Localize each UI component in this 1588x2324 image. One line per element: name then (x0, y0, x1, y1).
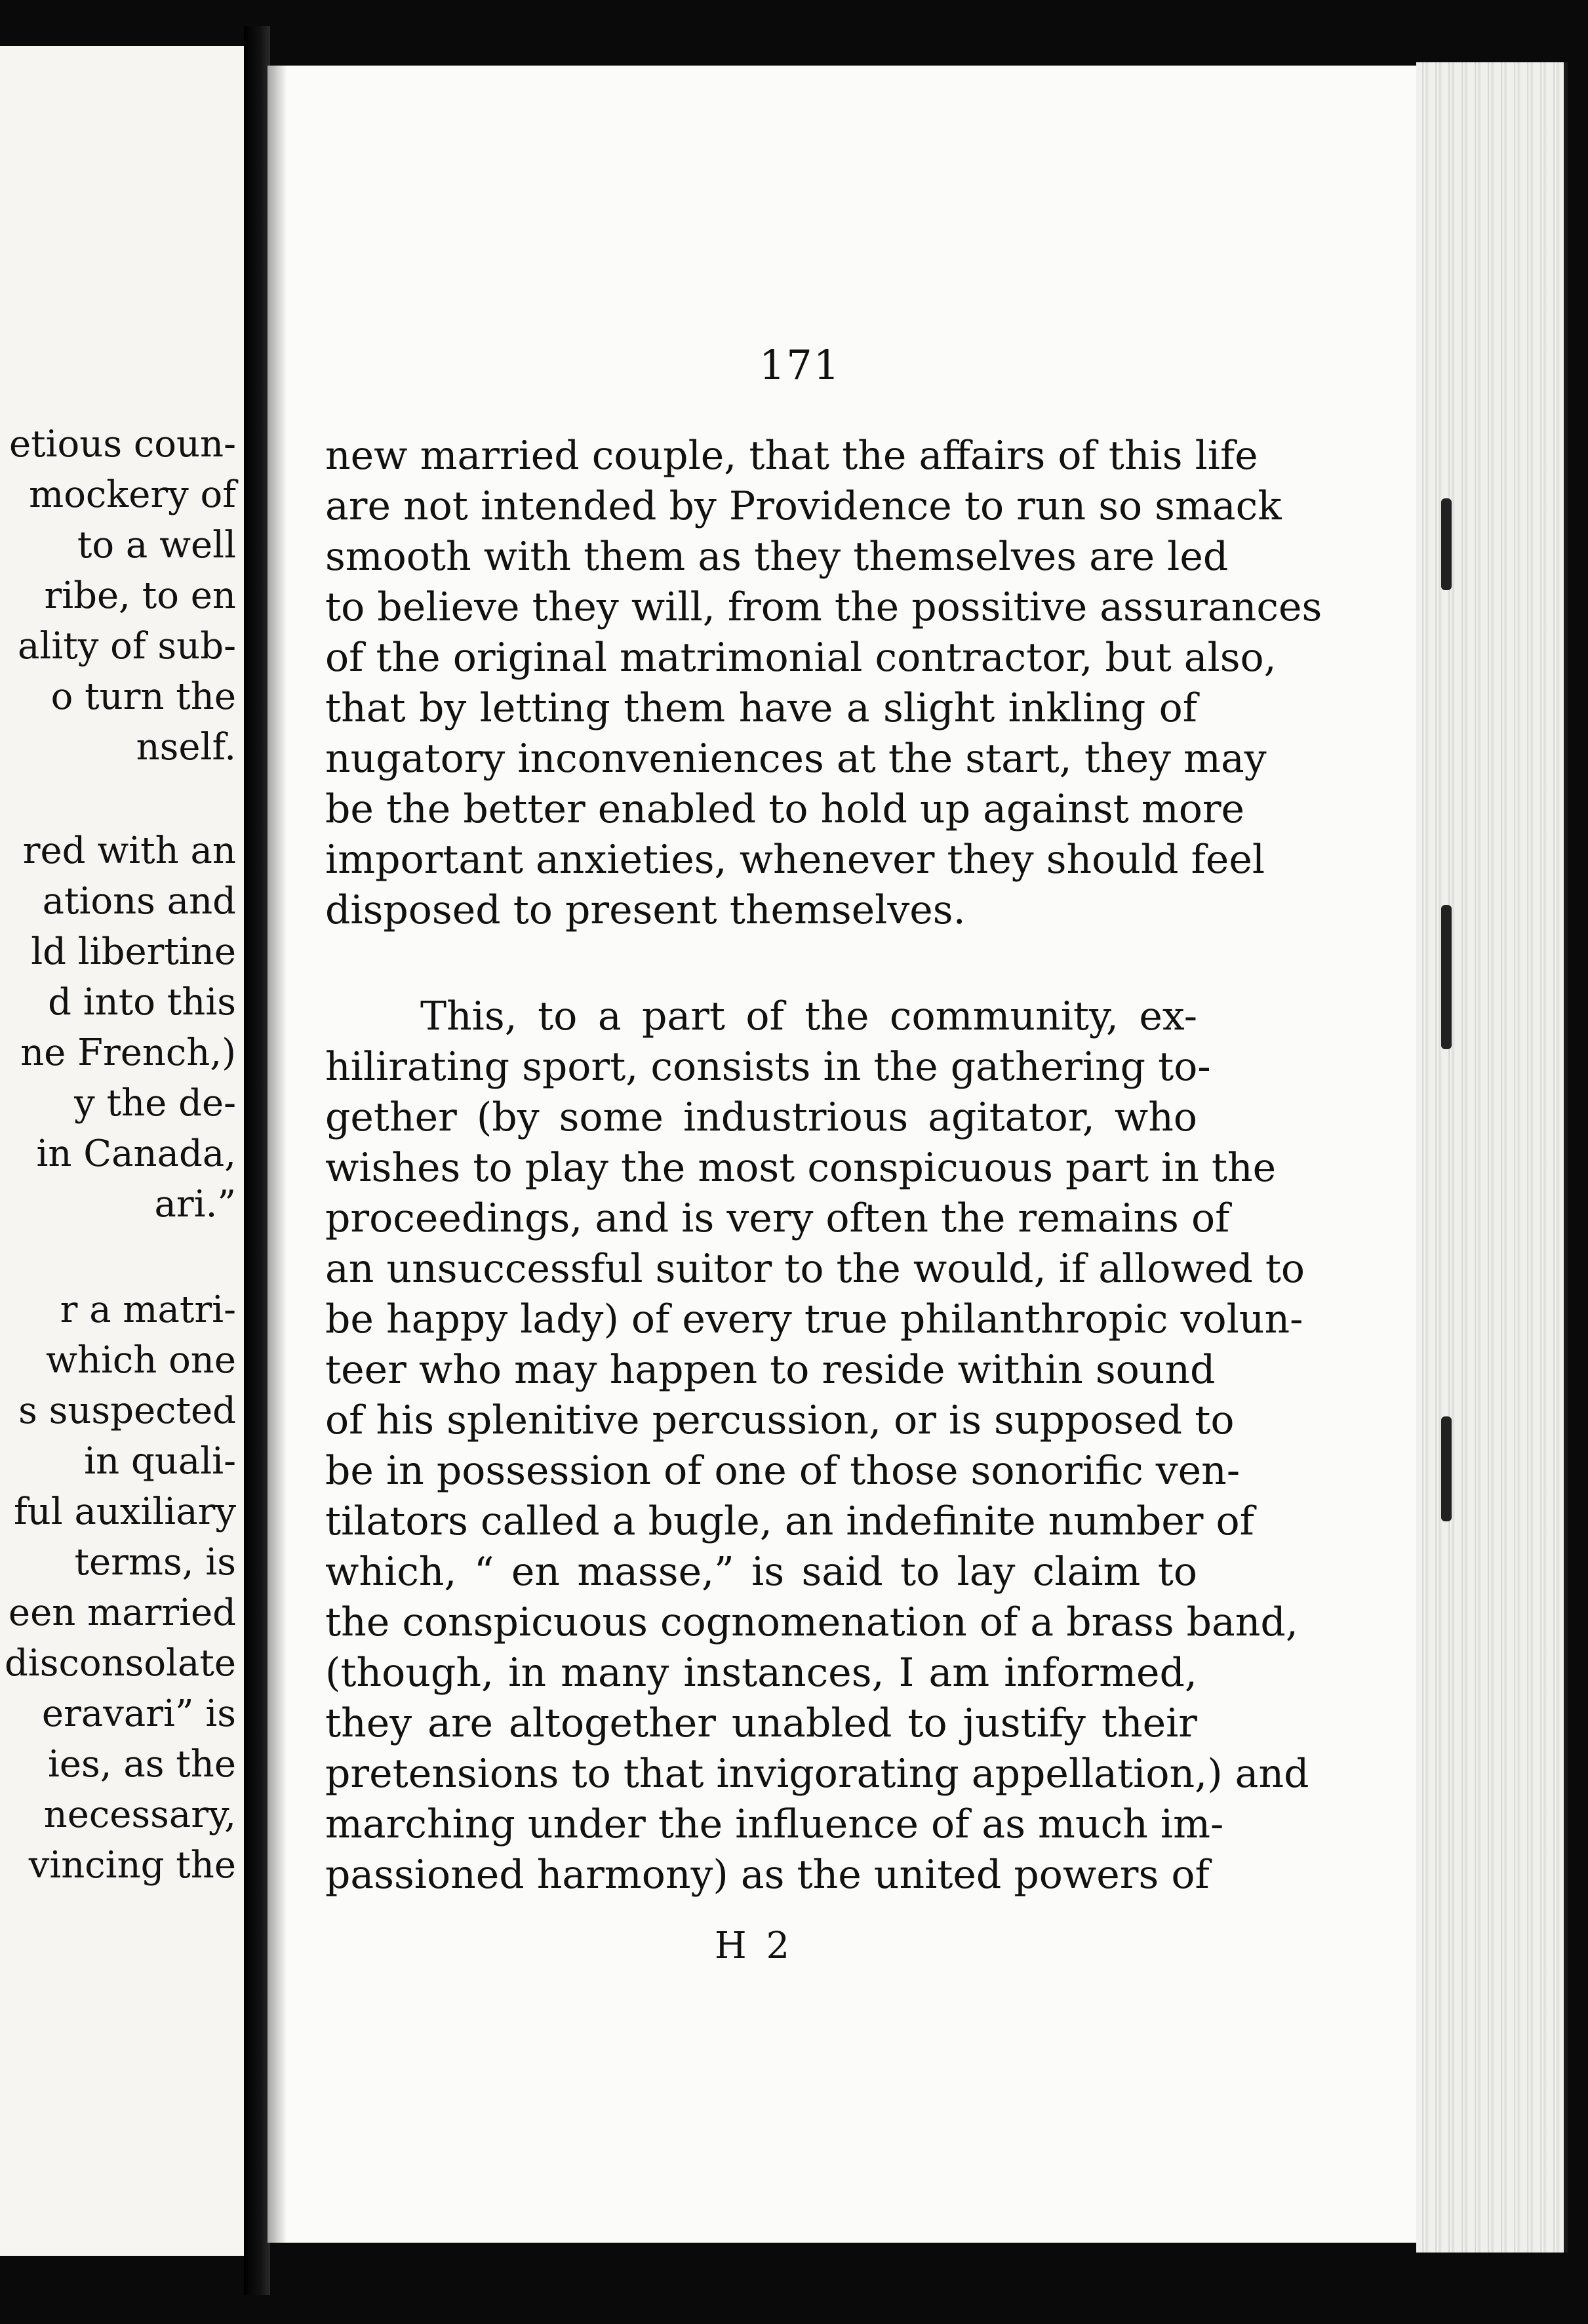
text-line: passioned harmony) as the united powers of (325, 1852, 1210, 1898)
text-line: r a matri- (60, 1289, 236, 1331)
text-line: (though, in many instances, I am informed, (325, 1650, 1197, 1696)
text-line: necessary, (43, 1793, 236, 1836)
text-line: that by letting them have a slight inkling of (325, 685, 1197, 731)
text-line: gether (by some industrious agitator, who (325, 1094, 1197, 1140)
text-line: of the original matrimonial contractor, but also, (325, 635, 1277, 681)
text-line: are not intended by Providence to run so smack (325, 483, 1282, 529)
text-line: tilators called a bugle, an indefinite number of (325, 1498, 1254, 1544)
text-line: of his splenitive percussion, or is supposed to (325, 1397, 1235, 1443)
text-line: mockery of (29, 473, 236, 516)
text-line: wishes to play the most conspicuous part in the (325, 1145, 1277, 1191)
book-gutter (244, 26, 270, 2295)
text-line: ari.” (154, 1183, 236, 1226)
text-line: vincing the (28, 1844, 236, 1887)
text-line: ies, as the (47, 1743, 236, 1786)
text-line: be the better enabled to hold up against more (325, 786, 1245, 832)
edge-blemish (1441, 498, 1452, 590)
text-line: een married (8, 1592, 236, 1634)
text-line: terms, is (74, 1541, 236, 1584)
text-line: marching under the influence of as much im- (325, 1801, 1224, 1847)
text-line: pretensions to that invigorating appellation,) and (325, 1751, 1309, 1797)
edge-blemish (1441, 905, 1452, 1049)
text-line: to believe they will, from the possitive assurances (325, 584, 1322, 630)
text-line: ations and (42, 880, 236, 923)
text-line: ne French,) (20, 1032, 236, 1074)
text-line: ality of sub- (18, 625, 236, 668)
text-line: teer who may happen to reside within sound (325, 1347, 1216, 1393)
text-line: ld libertine (31, 931, 236, 973)
text-line: they are altogether unabled to justify their (325, 1700, 1197, 1746)
text-line: which, “ en masse,” is said to lay claim to (325, 1549, 1197, 1595)
edge-blemish (1441, 1416, 1452, 1521)
text-line: disposed to present themselves. (325, 887, 966, 933)
text-line: d into this (48, 981, 236, 1024)
text-line: in quali- (84, 1440, 236, 1483)
text-line: which one (45, 1339, 236, 1382)
text-line: to a well (77, 524, 236, 567)
text-line: smooth with them as they themselves are led (325, 534, 1229, 580)
text-line: proceedings, and is very often the remains of (325, 1195, 1230, 1241)
text-line: be happy lady) of every true philanthropic volun- (325, 1296, 1303, 1342)
text-line: red with an (22, 830, 236, 872)
text-line: nself. (136, 726, 236, 769)
page-number: 171 (759, 341, 841, 389)
text-line: s suspected (18, 1390, 236, 1432)
text-line: y the de- (74, 1082, 236, 1125)
text-line: This, to a part of the community, ex- (420, 993, 1197, 1039)
text-line: nugatory inconveniences at the start, they may (325, 736, 1267, 782)
text-line: the conspicuous cognomenation of a brass band, (325, 1599, 1298, 1645)
text-line: ful auxiliary (13, 1491, 236, 1533)
text-line: etious coun- (9, 423, 236, 466)
text-line: eravari” is (41, 1693, 236, 1735)
text-line: o turn the (50, 675, 236, 718)
text-line: important anxieties, whenever they should feel (325, 837, 1265, 883)
text-line: disconsolate (4, 1642, 236, 1685)
text-line: ribe, to en (44, 574, 236, 617)
text-line: in Canada, (36, 1132, 236, 1175)
signature-mark: H 2 (714, 1925, 794, 1967)
left-page-text (0, 46, 244, 2256)
text-line: hilirating sport, consists in the gathering to- (325, 1044, 1211, 1090)
text-line: an unsuccessful suitor to the would, if allowed to (325, 1246, 1305, 1292)
page-fore-edge (1416, 62, 1568, 2253)
text-line: new married couple, that the affairs of this life (325, 433, 1258, 479)
text-line: be in possession of one of those sonorific ven- (325, 1448, 1241, 1494)
